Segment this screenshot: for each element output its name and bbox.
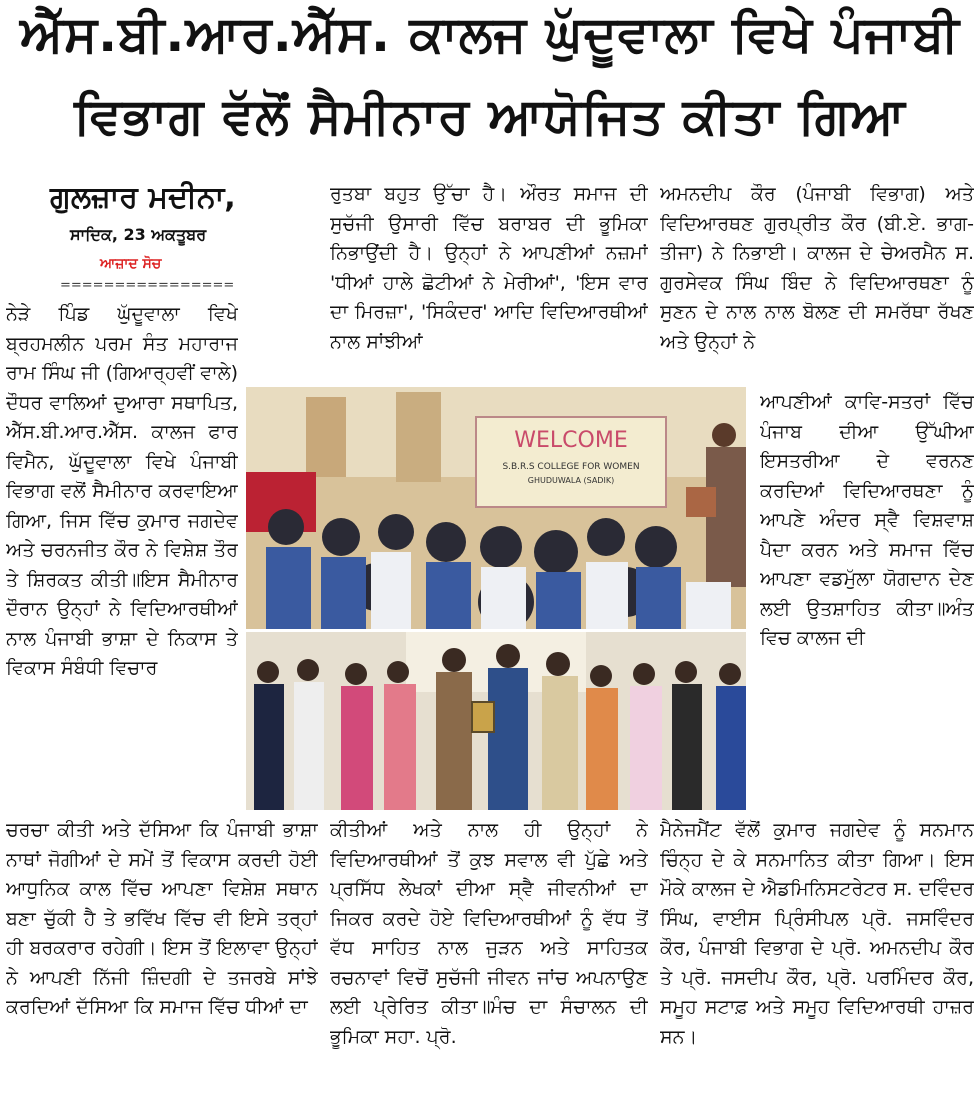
headline-line-1: ਐੱਸ.ਬੀ.ਆਰ.ਐੱਸ. ਕਾਲਜ ਘੁੱਦੂਵਾਲਾ ਵਿਖੇ ਪੰਜਾਬੀ: [20, 5, 960, 63]
article-col3-lower: [660, 816, 974, 1088]
seminar-audience-photo: [246, 387, 746, 629]
paragraph: ਮੈਨੇਜਮੈਂਟ ਵੱਲੋਂ ਕੁਮਾਰ ਜਗਦੇਵ ਨੂੰ ਸਨਮਾਨ ਚਿੰਨ੍ਹ ਦੇ ਕੇ ਸਨਮਾਨਿਤ ਕੀਤਾ ਗਿਆ। ਇਸ ਮੌਕੇ ਕਾਲਜ ਦੇ ਐਡਮਿਨਿਸਟਰੇਟਰ ਸ. ਦਵਿੰਦਰ ਸਿੰਘ, ਵਾਈਸ ਪ੍ਰਿੰਸੀਪਲ ਪ੍ਰੋ. ਜਸਵਿੰਦਰ ਕੌਰ, ਪੰਜਾਬੀ ਵਿਭਾਗ ਦੇ ਪ੍ਰੋ. ਅਮਨਦੀਪ ਕੌਰ ਤੇ ਪ੍ਰੋ. ਜਸਦੀਪ ਕੌਰ, ਪ੍ਰੋ. ਪਰਮਿੰਦਰ ਕੌਰ, ਸਮੂਹ ਸਟਾਫ਼ ਅਤੇ ਸਮੂਹ ਵਿਦਿਆਰਥੀ ਹਾਜ਼ਰ ਸਨ।: [660, 819, 974, 1048]
article-col2-upper: [330, 180, 648, 384]
headline-line-2: ਵਿਭਾਗ ਵੱਲੋਂ ਸੈਮੀਨਾਰ ਆਯੋਜਿਤ ਕੀਤਾ ਗਿਆ: [74, 87, 906, 145]
separator-rule: ================: [60, 278, 235, 293]
article-col1-upper: [6, 300, 238, 812]
article-col2-lower: [330, 816, 648, 1088]
honour-ceremony-illustration: [246, 632, 746, 810]
article-col3-upper: [660, 180, 974, 384]
honour-ceremony-photo: [246, 632, 746, 810]
paragraph: ਨੇੜੇ ਪਿੰਡ ਘੁੱਦੂਵਾਲਾ ਵਿਖੇ ਬ੍ਰਹਮਲੀਨ ਪਰਮ ਸੰਤ ਮਹਾਰਾਜ ਰਾਮ ਸਿੰਘ ਜੀ (ਗਿਆਰ੍ਹਵੀਂ ਵਾਲੇ) ਦੌਧਰ ਵਾਲਿਆਂ ਦੁਆਰਾ ਸਥਾਪਿਤ, ਐੱਸ.ਬੀ.ਆਰ.ਐੱਸ. ਕਾਲਜ ਫਾਰ ਵਿਮੈਨ, ਘੁੱਦੂਵਾਲਾ ਵਿਖੇ ਪੰਜਾਬੀ ਵਿਭਾਗ ਵਲੋਂ ਸੈਮੀਨਾਰ ਕਰਵਾਇਆ ਗਿਆ, ਜਿਸ ਵਿੱਚ ਕੁਮਾਰ ਜਗਦੇਵ ਅਤੇ ਚਰਨਜੀਤ ਕੌਰ ਨੇ ਵਿਸ਼ੇਸ਼ ਤੌਰ ਤੇ ਸ਼ਿਰਕਤ ਕੀਤੀ॥ਇਸ ਸੈਮੀਨਾਰ ਦੌਰਾਨ ਉਨ੍ਹਾਂ ਨੇ ਵਿਦਿਆਰਥੀਆਂ ਨਾਲ ਪੰਜਾਬੀ ਭਾਸ਼ਾ ਦੇ ਨਿਕਾਸ ਤੇ ਵਿਕਾਸ ਸੰਬੰਧੀ ਵਿਚਾਰ: [6, 303, 238, 679]
dateline: ਸਾਦਿਕ, 23 ਅਕਤੂਬਰ: [70, 225, 207, 244]
paragraph: ਚਰਚਾ ਕੀਤੀ ਅਤੇ ਦੱਸਿਆ ਕਿ ਪੰਜਾਬੀ ਭਾਸ਼ਾ ਨਾਥਾਂ ਜੋਗੀਆਂ ਦੇ ਸਮੇਂ ਤੋਂ ਵਿਕਾਸ ਕਰਦੀ ਹੋਈ ਆਧੁਨਿਕ ਕਾਲ ਵਿੱਚ ਆਪਣਾ ਵਿਸ਼ੇਸ਼ ਸਥਾਨ ਬਣਾ ਚੁੱਕੀ ਹੈ ਤੇ ਭਵਿੱਖ ਵਿੱਚ ਵੀ ਇਸੇ ਤਰ੍ਹਾਂ ਹੀ ਬਰਕਰਾਰ ਰਹੇਗੀ। ਇਸ ਤੋਂ ਇਲਾਵਾ ਉਨ੍ਹਾਂ ਨੇ ਆਪਣੀ ਨਿੱਜੀ ਜ਼ਿੰਦਗੀ ਦੇ ਤਜਰਬੇ ਸਾਂਝੇ ਕਰਦਿਆਂ ਦੱਸਿਆ ਕਿ ਸਮਾਜ ਵਿੱਚ ਧੀਆਂ ਦਾ: [6, 819, 318, 1018]
paragraph: ਕੀਤੀਆਂ ਅਤੇ ਨਾਲ ਹੀ ਉਨ੍ਹਾਂ ਨੇ ਵਿਦਿਆਰਥੀਆਂ ਤੋਂ ਕੁਝ ਸਵਾਲ ਵੀ ਪੁੱਛੇ ਅਤੇ ਪ੍ਰਸਿੱਧ ਲੇਖਕਾਂ ਦੀਆ ਸ੍ਵੈ ਜੀਵਨੀਆਂ ਦਾ ਜਿਕਰ ਕਰਦੇ ਹੋਏ ਵਿਦਿਆਰਥੀਆਂ ਨੂੰ ਵੱਧ ਤੋਂ ਵੱਧ ਸਾਹਿਤ ਨਾਲ ਜੁੜਨ ਅਤੇ ਸਾਹਿਤਕ ਰਚਨਾਵਾਂ ਵਿਚੋਂ ਸੁਚੱਜੀ ਜੀਵਨ ਜਾਂਚ ਅਪਨਾਉਣ ਲਈ ਪ੍ਰੇਰਿਤ ਕੀਤਾ॥ਮੰਚ ਦਾ ਸੰਚਾਲਨ ਦੀ ਭੂਮਿਕਾ ਸਹਾ. ਪ੍ਰੋ.: [330, 819, 648, 1048]
article-col1-lower: [6, 816, 318, 1088]
banner-welcome: WELCOME: [514, 428, 628, 453]
paragraph: ਰੁਤਬਾ ਬਹੁਤ ਉੱਚਾ ਹੈ। ਔਰਤ ਸਮਾਜ ਦੀ ਸੁਚੱਜੀ ਉਸਾਰੀ ਵਿੱਚ ਬਰਾਬਰ ਦੀ ਭੂਮਿਕਾ ਨਿਭਾਉਂਦੀ ਹੈ। ਉਨ੍ਹਾਂ ਨੇ ਆਪਣੀਆਂ ਨਜ਼ਮਾਂ 'ਧੀਆਂ ਹਾਲੇ ਛੋਟੀਆਂ ਨੇ ਮੇਰੀਆਂ', 'ਇਸ ਵਾਰ ਦਾ ਮਿਰਜ਼ਾ', 'ਸਿਕੰਦਰ' ਆਦਿ ਵਿਦਿਆਰਥੀਆਂ ਨਾਲ ਸਾਂਝੀਆਂ: [330, 183, 648, 353]
paragraph: ਅਮਨਦੀਪ ਕੌਰ (ਪੰਜਾਬੀ ਵਿਭਾਗ) ਅਤੇ ਵਿਦਿਆਰਥਣ ਗੁਰਪ੍ਰੀਤ ਕੌਰ (ਬੀ.ਏ. ਭਾਗ-ਤੀਜਾ) ਨੇ ਨਿਭਾਈ। ਕਾਲਜ ਦੇ ਚੇਅਰਮੈਨ ਸ. ਗੁਰਸੇਵਕ ਸਿੰਘ ਬਿੰਦ ਨੇ ਵਿਦਿਆਰਥਣਾ ਨੂੰ ਸੁਣਨ ਦੇ ਨਾਲ ਨਾਲ ਬੋਲਣ ਦੀ ਸਮਰੱਥਾ ਰੱਖਣ ਅਤੇ ਉਨ੍ਹਾਂ ਨੇ: [660, 183, 974, 353]
newspaper-logo: ਆਜ਼ਾਦ ਸੋਚ: [100, 256, 162, 272]
paragraph: ਆਪਣੀਆਂ ਕਾਵਿ-ਸਤਰਾਂ ਵਿੱਚ ਪੰਜਾਬ ਦੀਆ ਉੱਘੀਆ ਇਸਤਰੀਆ ਦੇ ਵਰਨਣ ਕਰਦਿਆਂ ਵਿਦਿਆਰਥਣਾ ਨੂੰ ਆਪਣੇ ਅੰਦਰ ਸ੍ਵੈ ਵਿਸ਼ਵਾਸ਼ ਪੈਦਾ ਕਰਨ ਅਤੇ ਸਮਾਜ ਵਿੱਚ ਆਪਣਾ ਵਡਮੁੱਲਾ ਯੋਗਦਾਨ ਦੇਣ ਲਈ ਉਤਸ਼ਾਹਿਤ ਕੀਤਾ॥ਅੰਤ ਵਿਚ ਕਾਲਜ ਦੀ: [760, 391, 974, 649]
author-byline: ਗੁਲਜ਼ਾਰ ਮਦੀਨਾ,: [50, 180, 236, 215]
article-col3-mid: [760, 388, 974, 812]
banner-college: S.B.R.S COLLEGE FOR WOMEN: [502, 462, 640, 472]
seminar-audience-illustration: [246, 387, 746, 629]
banner-place: GHUDUWALA (SADIK): [527, 476, 615, 485]
